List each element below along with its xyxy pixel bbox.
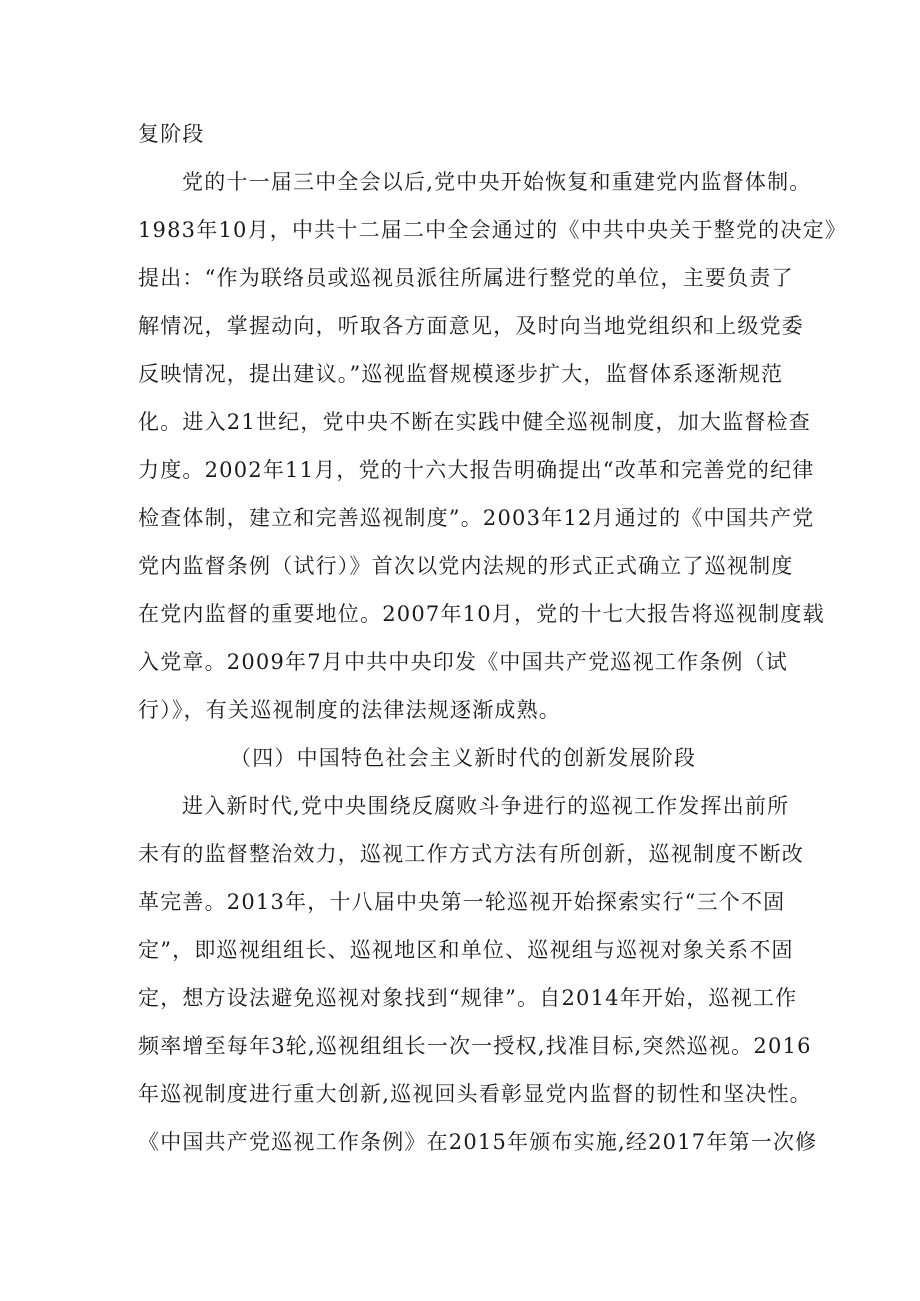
text-line: 革完善。2013年，十八届中央第一轮巡视开始探索实行“三个不固 <box>138 890 786 914</box>
text-line: 频率增至每年3轮,巡视组组长一次一授权,找准目标,突然巡视。2016 <box>138 1034 812 1058</box>
text-line: 行）》，有关巡视制度的法律法规逐渐成熟。 <box>138 698 561 722</box>
text-line: 定”，即巡视组组长、巡视地区和单位、巡视组与巡视对象关系不固 <box>138 938 794 962</box>
text-line: 未有的监督整治效力，巡视工作方式方法有所创新，巡视制度不断改 <box>138 842 804 866</box>
text-line: 1983年10月，中共十二届二中全会通过的《中共中央关于整党的决定》 <box>138 218 847 242</box>
body-text <box>138 110 847 1166</box>
text-line: 年巡视制度进行重大创新,巡视回头看彰显党内监督的韧性和坚决性。 <box>138 1082 812 1106</box>
text-line: 定，想方设法避免巡视对象找到“规律”。自2014年开始，巡视工作 <box>138 986 798 1010</box>
text-line: 化。进入21世纪，党中央不断在实践中健全巡视制度，加大监督检查 <box>138 410 811 434</box>
text-line: 入党章。2009年7月中共中央印发《中国共产党巡视工作条例（试 <box>138 650 789 674</box>
text-line: 复阶段 <box>138 122 205 146</box>
text-line: 党内监督条例（试行）》首次以党内法规的形式正式确立了巡视制度 <box>138 554 794 578</box>
text-line: 党的十一届三中全会以后,党中央开始恢复和重建党内监督体制。 <box>182 170 812 194</box>
text-line: 检查体制，建立和完善巡视制度”。2003年12月通过的《中国共产党 <box>138 506 815 530</box>
text-line: 在党内监督的重要地位。2007年10月，党的十七大报告将巡视制度载 <box>138 602 825 626</box>
section-heading: （四）中国特色社会主义新时代的创新发展阶段 <box>230 746 697 770</box>
text-line: 进入新时代,党中央围绕反腐败斗争进行的巡视工作发挥出前所 <box>182 794 790 818</box>
text-line: 反映情况，提出建议。”巡视监督规模逐步扩大，监督体系逐渐规范 <box>138 362 784 386</box>
text-line: 《中国共产党巡视工作条例》在2015年颁布实施,经2017年第一次修 <box>138 1130 818 1154</box>
text-line: 提出：“作为联络员或巡视员派往所属进行整党的单位，主要负责了 <box>138 266 794 290</box>
text-line: 力度。2002年11月，党的十六大报告明确提出“改革和完善党的纪律 <box>138 458 815 482</box>
text-line: 解情况，掌握动向，听取各方面意见，及时向当地党组织和上级党委 <box>138 314 804 338</box>
